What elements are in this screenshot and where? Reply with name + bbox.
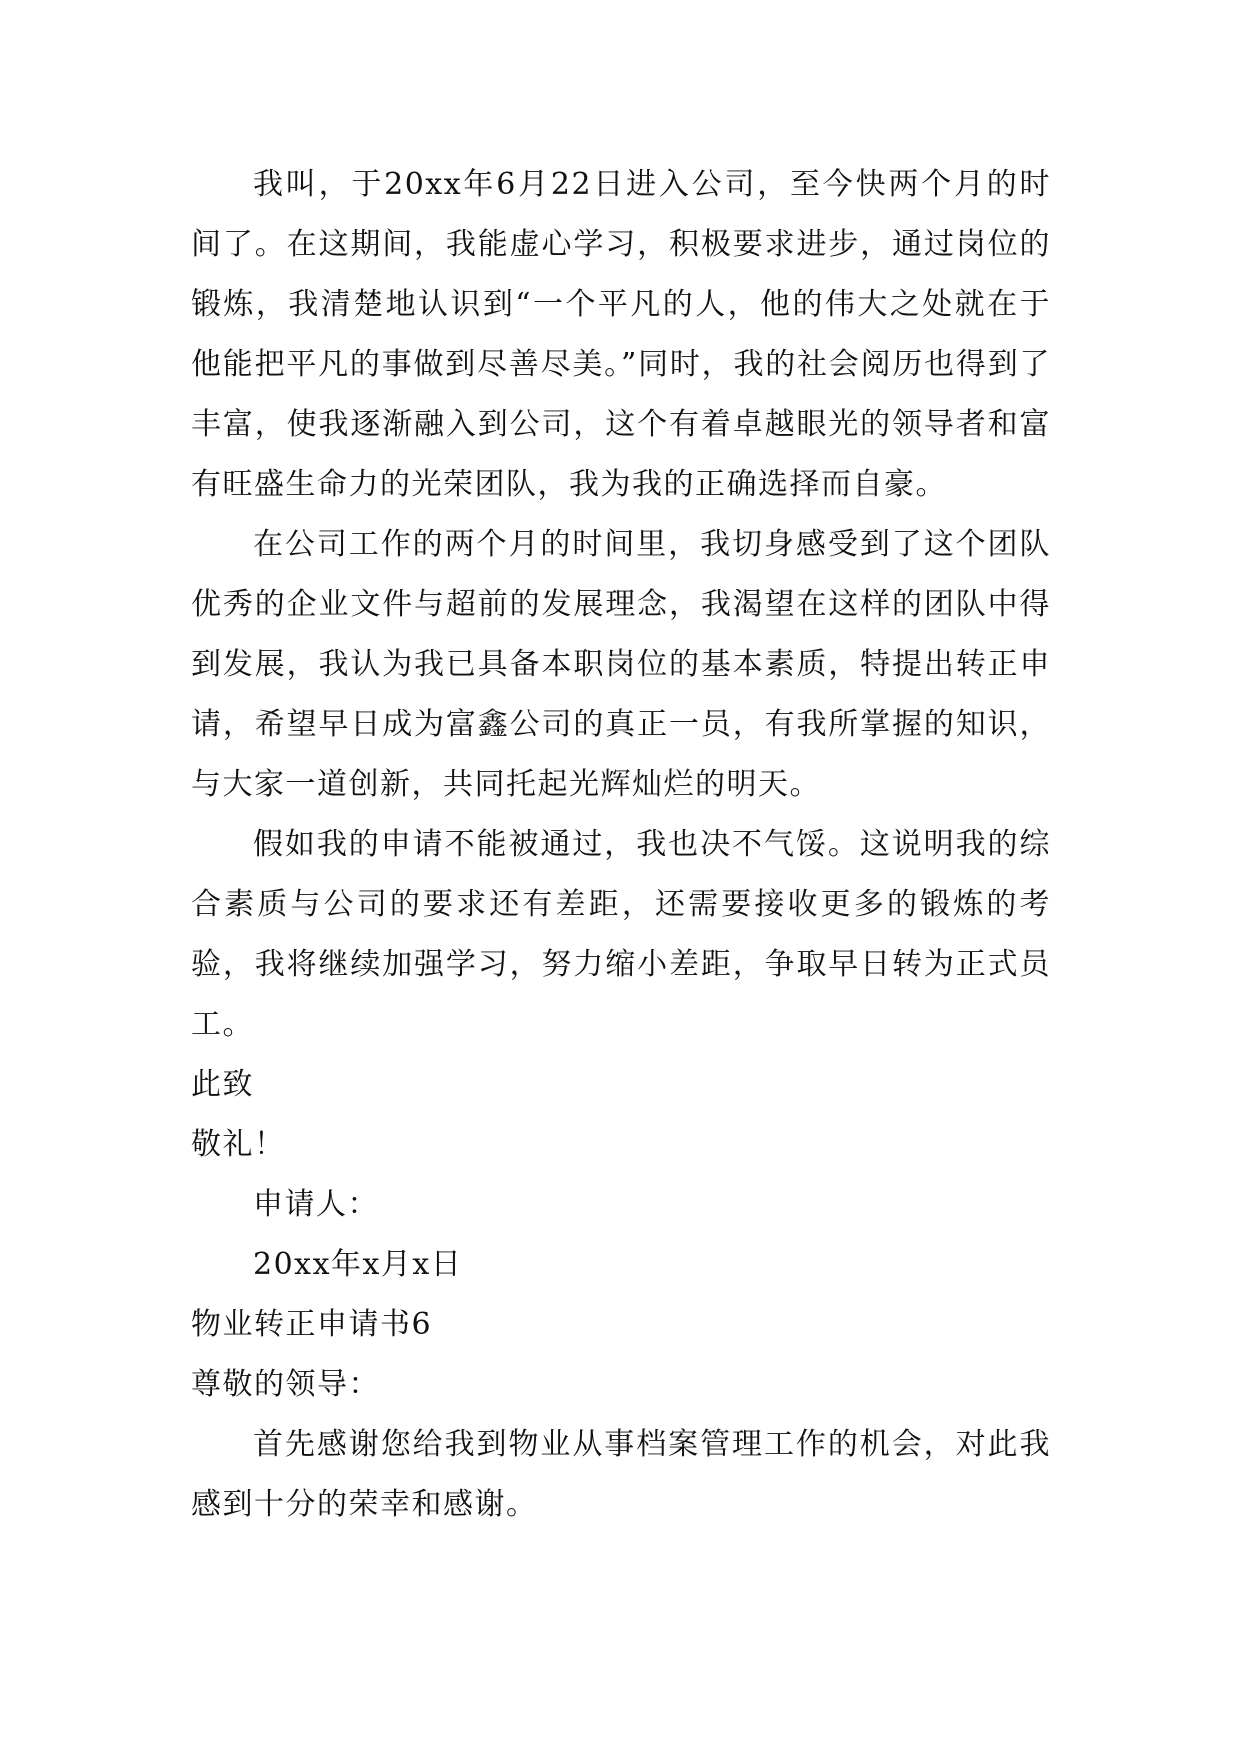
section-title: 物业转正申请书6 — [191, 1307, 433, 1342]
salutation: 尊敬的领导： — [191, 1367, 380, 1402]
closing-greeting-2: 敬礼！ — [191, 1127, 286, 1162]
applicant-label: 申请人： — [253, 1187, 379, 1222]
paragraph-join-date: 我叫，于20xx年6月22日进入公司，至今快两个月的时间了。在这期间，我能虚心学习，积极要求进步，通过岗位的锻炼，我清楚地认识到“一个平凡的人，他的伟大之处就在于他能把平凡的事做到尽善尽美。”同时，我的社会阅历也得到了丰富，使我逐渐融入到公司，这个有着卓越眼光的领导者和富有旺盛生命力的光荣团队，我为我的正确选择而自豪。 — [191, 167, 1051, 502]
signature-date: 20xx年x月x日 — [253, 1247, 463, 1282]
paragraph-thanks: 首先感谢您给我到物业从事档案管理工作的机会，对此我感到十分的荣幸和感谢。 — [191, 1427, 1051, 1522]
document-body — [191, 155, 1051, 1535]
closing-greeting-1: 此致 — [191, 1067, 254, 1102]
paragraph-work-experience: 在公司工作的两个月的时间里，我切身感受到了这个团队优秀的企业文件与超前的发展理念，我渴望在这样的团队中得到发展，我认为我已具备本职岗位的基本素质，特提出转正申请，希望早日成为富鑫公司的真正一员，有我所掌握的知识，与大家一道创新，共同托起光辉灿烂的明天。 — [191, 527, 1051, 802]
paragraph-if-rejected: 假如我的申请不能被通过，我也决不气馁。这说明我的综合素质与公司的要求还有差距，还需要接收更多的锻炼的考验，我将继续加强学习，努力缩小差距，争取早日转为正式员工。 — [191, 827, 1051, 1042]
